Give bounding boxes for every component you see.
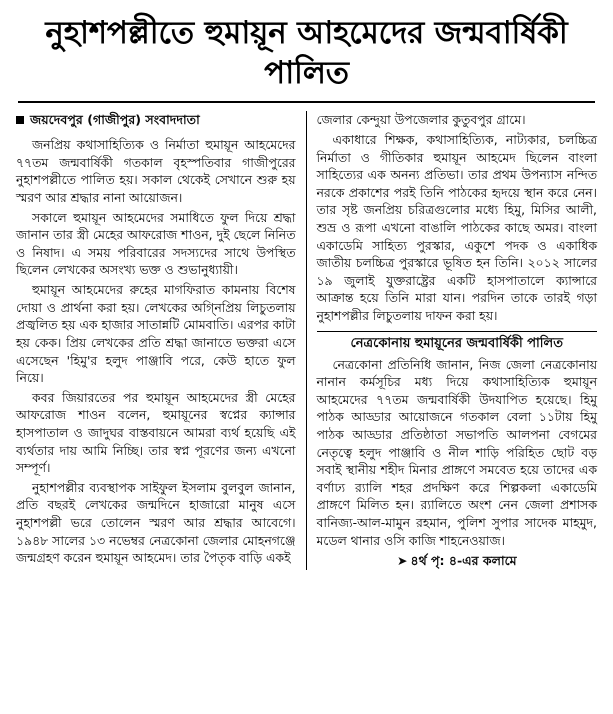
paragraph: নেত্রকোনা প্রতিনিধি জানান, নিজ জেলা নেত্রকোনায় নানান কর্মসূচির মধ্য দিয়ে কথাসাহিত্যিক হুমায়ূন আহমেদের ৭৭তম জন্মবার্ষিকী উদযাপিত হয়েছে। হিমু পাঠক আড্ডার আয়োজনে গতকাল বেলা ১১টায় হিমু পাঠক আড্ডার প্রতিষ্ঠাতা সভাপতি আলপনা বেগমের নেতৃত্বে হলুদ পাঞ্জাবি ও নীল শাড়ি পরিহিত ছোট বড় সবাই স্থানীয় শহীদ মিনার প্রাঙ্গণে সমবেত হয়ে তাদের এক বর্ণাঢ্য র‌্যালি শহর প্রদক্ষিণ করে শিল্পকলা একাডেমি প্রাঙ্গণে মিলিত হন। র‌্যালিতে অংশ নেন জেলা প্রশাসক বানিজ্য-আল-মামুন রহমান, পুলিশ সুপার সাদেক মাহমুদ, মডেল থানার ওসি কাজি শাহনেওয়াজ। bbox=[316, 356, 597, 548]
article-column-left bbox=[16, 111, 307, 570]
page-title: নুহাশপল্লীতে হুমায়ূন আহমেদের জন্মবার্ষিকী পালিত bbox=[45, 15, 568, 91]
paragraph: জেলার কেন্দুয়া উপজেলার কুতুবপুর গ্রামে। bbox=[316, 112, 526, 128]
arrow-icon: ➤ bbox=[396, 553, 408, 569]
paragraph: একাধারে শিক্ষক, কথাসাহিত্যিক, নাট্যকার, চলচ্চিত্র নির্মাতা ও গীতিকার হুমায়ূন আহমেদ ছিলেন বাংলা সাহিত্যের এক অনন্য প্রতিভা। তার প্রথম উপন্যাস নন্দিত নরকে প্রকাশের পরই তিনি পাঠকের হৃদয়ে স্থান করে নেন। তার সৃষ্ট জনপ্রিয় চরিত্রগুলোর মধ্যে হিমু, মিসির আলী, শুভ্র ও রূপা এখনো বাঙালি পাঠকের কাছে অমর। বাংলা একাডেমি সাহিত্য পুরস্কার, একুশে পদক ও একাধিক জাতীয় চলচ্চিত্র পুরস্কারে ভূষিত হন তিনি। ২০১২ সালের ১৯ জুলাই যুক্তরাষ্ট্রের একটি হাসপাতালে ক্যান্সারে আক্রান্ত হয়ে তিনি মারা যান। পরদিন তাকে তারই গড়া নুহাশপল্লীর লিচুতলায় দাফন করা হয়। bbox=[316, 131, 597, 324]
byline-text: জয়দেবপুর (গাজীপুর) সংবাদদাতা bbox=[30, 112, 200, 128]
paragraph: সকালে হুমায়ূন আহমেদের সমাধিতে ফুল দিয়ে শ্রদ্ধা জানান তার স্ত্রী মেহের আফরোজ শাওন, দুই ছেলে নিনিত ও নিষাদ। এ সময় পরিবারের সদস্যদের সাথে উপস্থিত ছিলেন লেখকের অসংখ্য ভক্ত ও শুভানুধ্যায়ী। bbox=[16, 209, 296, 278]
bullet-square-icon bbox=[16, 116, 24, 124]
paragraph: জনপ্রিয় কথাসাহিত্যিক ও নির্মাতা হুমায়ূন আহমেদের ৭৭তম জন্মবার্ষিকী গতকাল বৃহস্পতিবার গাজীপুরের নুহাশপল্লীতে পালিত হয়। সকাল থেকেই সেখানে শুরু হয় স্মরণ আর শ্রদ্ধার নানা আয়োজন। bbox=[16, 137, 296, 206]
byline bbox=[16, 111, 296, 129]
paragraph: কবর জিয়ারতের পর হুমায়ূন আহমেদের স্ত্রী মেহের আফরোজ শাওন বলেন, হুমায়ূনের স্বপ্নের ক্যান্সার হাসপাতাল ও জাদুঘর বাস্তবায়নে আমরা ব্যর্থ হয়েছি এই ব্যর্থতার দায় আমি নিচ্ছি। তার স্বপ্ন পূরণের জন্য এখনো সম্পূর্ণ। bbox=[16, 389, 296, 476]
paragraph: নুহাশপল্লীর ব্যবস্থাপক সাইফুল ইসলাম বুলবুল জানান, প্রতি বছরই লেখকের জন্মদিনে হাজারো মানুষ এসে নুহাশপল্লী ভরে তোলেন স্মরণ আর শ্রদ্ধার আবেগে। ১৯৪৮ সালের ১৩ নভেম্বর নেত্রকোনা জেলার মোহনগঞ্জে জন্মগ্রহণ করেন হুমায়ূন আহমেদ। তার পৈতৃক বাড়ি একই bbox=[16, 479, 296, 566]
headline-divider bbox=[18, 101, 595, 103]
article-column-right bbox=[307, 111, 598, 570]
article-columns bbox=[16, 111, 597, 570]
section-subheading: নেত্রকোনায় হুমায়ূনের জন্মবার্ষিকী পালিত bbox=[317, 331, 598, 353]
continuation-text: ৪র্থ পৃ: ৪-এর কলামে bbox=[410, 553, 517, 569]
continuation-note bbox=[317, 552, 598, 570]
paragraph: হুমায়ূন আহমেদের রুহের মাগফিরাত কামনায় বিশেষ দোয়া ও প্রার্থনা করা হয়। লেখকের অগি্নপ্রিয় লিচুতলায় প্রজ্বলিত হয় এক হাজার সাতান্নটি মোমবাতি। এরপর কাটা হয় কেক। প্রিয় লেখকের প্রতি শ্রদ্ধা জানাতে ভক্তরা এসে এসেছেন 'হিমু'র হলুদ পাঞ্জাবি পরে, কেউ হাতে ফুল নিয়ে। bbox=[16, 282, 296, 386]
